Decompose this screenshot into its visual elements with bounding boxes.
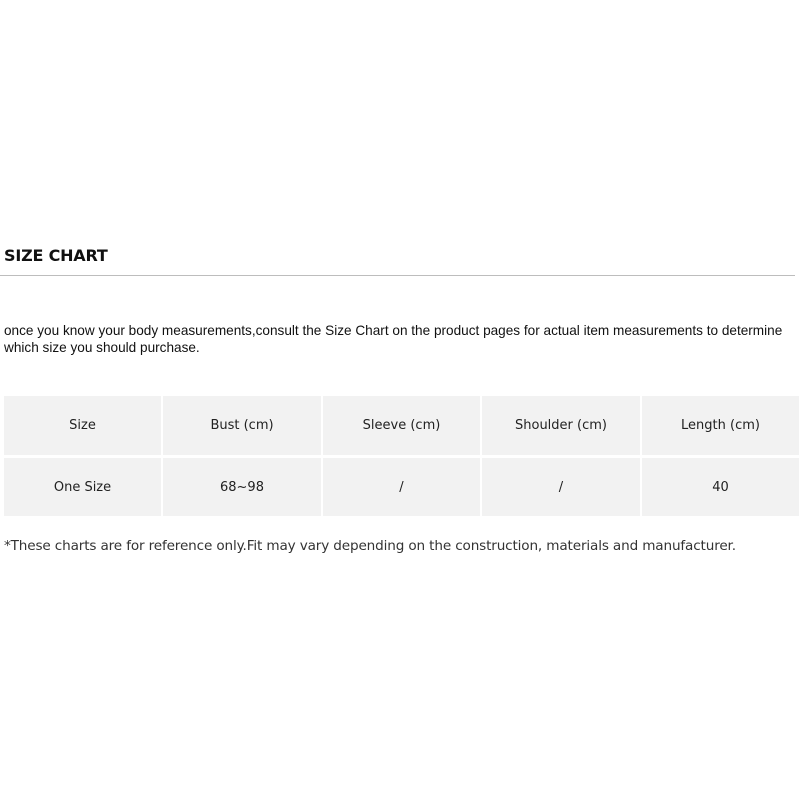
cell-shoulder-value: / [482, 458, 640, 516]
intro-text: once you know your body measurements,consult the Size Chart on the product pages for actual item measurements to determine which size you should purchase. [4, 323, 783, 355]
header-sleeve: Sleeve (cm) [323, 396, 480, 455]
header-length: Length (cm) [642, 396, 799, 455]
header-shoulder: Shoulder (cm) [482, 396, 640, 455]
size-table [4, 396, 795, 516]
cell-bust-value: 68~98 [163, 458, 321, 516]
size-chart-heading: SIZE CHART [4, 246, 108, 265]
cell-length-value: 40 [642, 458, 799, 516]
reference-note: *These charts are for reference only.Fit may vary depending on the construction, materials and manufacturer. [4, 538, 736, 554]
cell-sleeve-value: / [323, 458, 480, 516]
cell-size-value: One Size [4, 458, 161, 516]
header-bust: Bust (cm) [163, 396, 321, 455]
header-size: Size [4, 396, 161, 455]
heading-divider [0, 275, 795, 276]
